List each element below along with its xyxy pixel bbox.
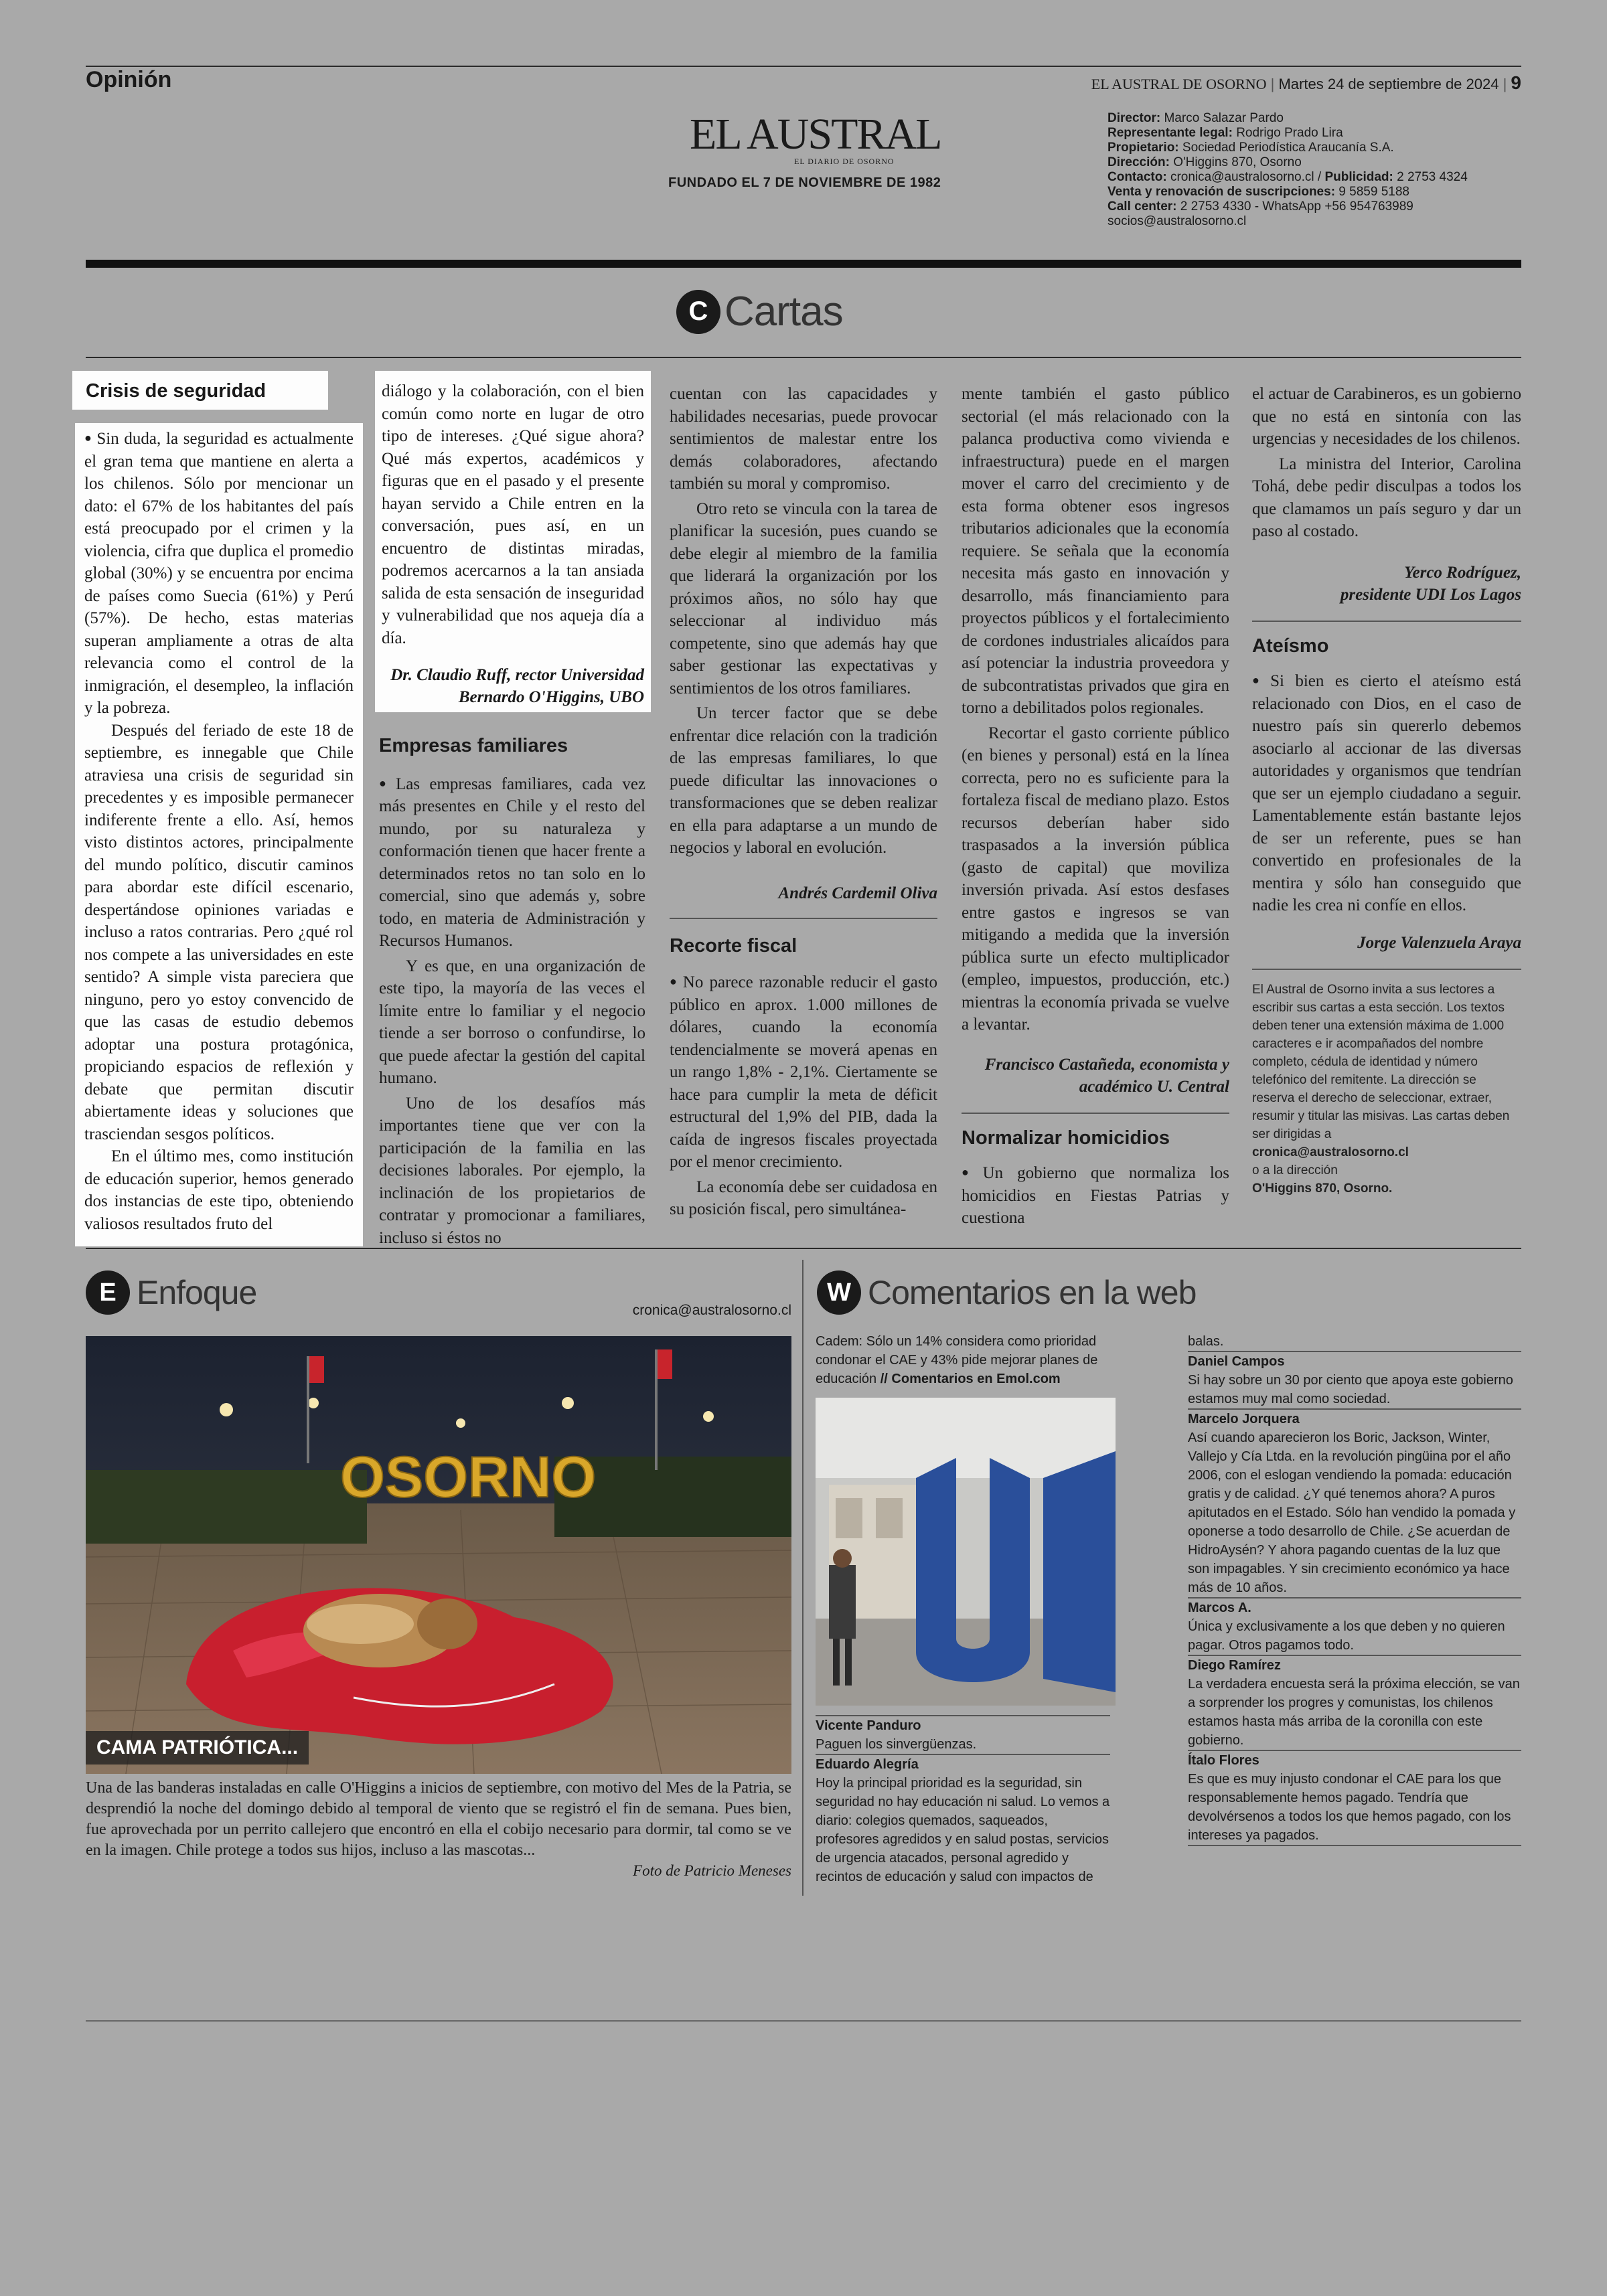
staff-director: Director: Marco Salazar Pardo <box>1107 111 1284 125</box>
recorte-signature-line2: académico U. Central <box>1079 1077 1229 1096</box>
recorte-p3: mente también el gasto público sectorial (el más relacionado con la palanca productiva como vivienda e infraestructura) puede en el margen mover el carro del crecimiento y de esta forma obtener esos ingresos tributarios adicionales que la economía requiere. Se señala que la economía necesita más gasto en innovación y desarrollo, más financiamiento para proyectos públicos y el fortalecimiento de cordones industriales alicaídos para así potenciar la industria proveedora y de subcontratistas privados que gira en torno a debilitados polos regionales. <box>962 385 1229 717</box>
cartas-rule <box>86 357 1521 358</box>
recorte-p4: Recortar el gasto corriente público (en bienes y personal) está en la línea correcta, pero no es suficiente para la fortaleza fiscal de mediano plazo. Estos recursos deberían haber sido traspasados a la inversión pública (gasto de capital) que moviliza inversión privada. Así estos desfases entre gastos e ingresos se van mitigando a medida que la inversión pública surte un efecto multiplicador (empleo, impuestos, producción, etc.) mientras la economía privada se vuelve a levantar. <box>962 724 1229 1034</box>
notice-email-link[interactable]: cronica@australosorno.cl <box>1252 1145 1409 1159</box>
cartas-bottom-rule <box>86 1248 1521 1249</box>
crisis-p4: diálogo y la colaboración, con el bien común como norte en lugar de otro tipo de intereses. ¿Qué sigue ahora? Qué más expertos, académicos y figuras que en el pasado y el presente hayan servido a Chile entren en la conversación, pues así, en un encuentro de distintas miradas, podremos acercarnos a la tan ansiada salida de esta sensación de inseguridad y vulnerabilidad que nos aqueja día a día. <box>382 382 644 647</box>
recorte-p1: ● No parece razonable reducir el gasto público en aprox. 1.000 millones de dólares, cuando la economía tendencialmente se moverá apenas en un rango 1,8% - 2,1%. Ciertamente se hace para cumplir la meta de déficit estructural del 1,9% del PIB, dada la caída de ingresos fiscales proyectada por el menor crecimiento. <box>670 971 937 1173</box>
uc-sign-photo <box>816 1398 1116 1706</box>
comentarios-col-right <box>1188 1332 1521 1846</box>
comment-divider <box>1188 1845 1521 1846</box>
comment-item <box>1188 1656 1521 1750</box>
staff-legal: Representante legal: Rodrigo Prado Lira <box>1107 126 1343 140</box>
notice-or: o a la dirección <box>1252 1163 1338 1177</box>
crisis-p1: ● Sin duda, la seguridad es actualmente el gran tema que mantiene en alerta a los chilenos. Sólo por mencionar un dato: el 67% de los habitantes del país está preocupado por el crimen y la violencia, cifra que duplica el promedio global (30%) y se encuentra por encima de países como Suecia (61%) y Perú (57%). De hecho, estas materias superan ampliamente a otras de alta relevancia como el control de la inmigración, el desempleo, la inflación y la pobreza. <box>84 427 354 720</box>
comentarios-photo <box>816 1398 1116 1706</box>
empresas-p6: Un tercer factor que se debe enfrentar dice relación con la tradición de las empresas familiares, lo que puede dificultar las innovaciones o transformaciones que se deben realizar en ella para adaptarse a un mundo de negocios y laboral en evolución. <box>670 704 937 857</box>
comment-text: Paguen los sinvergüenzas. <box>816 1737 977 1752</box>
empresas-letter-col2 <box>379 735 645 1249</box>
ateismo-signature: Jorge Valenzuela Araya <box>1357 933 1521 952</box>
empresas-title: Empresas familiares <box>379 735 568 756</box>
comment-continuation: balas. <box>1188 1334 1224 1349</box>
homicidios-letter-col5 <box>1252 383 1521 1198</box>
page-bottom-rule <box>86 2020 1521 2022</box>
cartas-header <box>676 288 843 335</box>
empresas-letter-col3 <box>670 383 937 1221</box>
homicidios-title: Normalizar homicidios <box>962 1127 1170 1149</box>
empresas-p5: Otro reto se vincula con la tarea de planificar la sucesión, pues cuando se debe elegir al miembro de la familia que liderará la organización por los próximos años, no sólo hay que seleccionar al individuo más competente, sino que además hay que saber gestionar las expectativas y sentimientos de los otros familiares. <box>670 499 937 698</box>
homicidios-p2: el actuar de Carabineros, es un gobierno que no está en sintonía con las urgencias y necesidades de los chilenos. <box>1252 385 1521 448</box>
osorno-sign: OSORNO <box>340 1445 597 1509</box>
enfoque-title: Enfoque <box>137 1274 257 1311</box>
enfoque-header <box>86 1270 256 1315</box>
comment-text: Es que es muy injusto condonar el CAE para los que responsablemente hemos pagado. Tendría que devolvérsenos a todos los que hemos pagado, con los intereses ya pagados. <box>1188 1772 1511 1843</box>
empresas-p2: Y es que, en una organización de este tipo, la mayoría de las veces el límite entre lo familiar y el negocio tiende a ser borroso o confundirse, lo que puede afectar la gestión del capital humano. <box>379 957 645 1087</box>
letters-notice <box>1252 981 1521 1198</box>
intro-text: Cadem: Sólo un 14% considera como prioridad condonar el CAE y 43% pide mejorar planes de educación <box>816 1334 1098 1386</box>
notice-divider <box>1252 969 1521 970</box>
masthead-logo: EL AUSTRAL <box>690 110 941 159</box>
intro-source-link[interactable]: // Comentarios en Emol.com <box>880 1372 1061 1386</box>
web-badge-icon: W <box>817 1270 861 1315</box>
publication-name: EL AUSTRAL DE OSORNO <box>1091 76 1267 92</box>
enfoque-photo-illustration <box>86 1336 791 1774</box>
col5-divider <box>1252 621 1521 622</box>
comment-item <box>1188 1352 1521 1408</box>
enfoque-badge-icon: E <box>86 1270 130 1315</box>
ateismo-title: Ateísmo <box>1252 635 1329 657</box>
comment-item <box>1188 1751 1521 1845</box>
staff-owner: Propietario: Sociedad Periodística Araucanía S.A. <box>1107 141 1394 155</box>
recorte-p2: La economía debe ser cuidadosa en su posición fiscal, pero simultánea- <box>670 1177 937 1218</box>
empresas-p1: ● Las empresas familiares, cada vez más presentes en Chile y el resto del mundo, por su naturaleza y conformación tienen que hacer frente a determinados retos no tan solo en lo comercial, sino que además y, sobre todo, en materia de Administración y Recursos Humanos. <box>379 772 645 953</box>
staff-box <box>1107 111 1468 229</box>
staff-subscriptions: Venta y renovación de suscripciones: 9 5859 5188 <box>1107 185 1409 199</box>
page-number: 9 <box>1511 72 1521 93</box>
photo-label: CAMA PATRIÓTICA... <box>86 1731 309 1765</box>
staff-socios[interactable]: socios@australosorno.cl <box>1107 214 1247 228</box>
notice-text: El Austral de Osorno invita a sus lectores a escribir sus cartas a esta sección. Los textos deben tener una extensión máxima de 1.000 caracteres e ir acompañados del nombre completo, cédula de identidad y número telefónico del remitente. La dirección se reserva el derecho de seleccionar, extraer, resumir y titular las misivas. Las cartas deben ser dirigidas a <box>1252 982 1510 1141</box>
bottom-column-divider <box>802 1260 804 1896</box>
masthead-subtitle: EL DIARIO DE OSORNO <box>794 157 895 166</box>
empresas-p4: cuentan con las capacidades y habilidades necesarias, puede provocar sentimientos de malestar entre los demás colaboradores, afectando también su moral y compromiso. <box>670 385 937 493</box>
header-thick-rule <box>86 260 1521 268</box>
enfoque-caption: Una de las banderas instaladas en calle O'Higgins a inicios de septiembre, con motivo del Mes de la Patria, se desprendió la noche del domingo debido al temporal de viento que se registró el fin de semana. Pues bien, fue aprovechada por un perrito callejero que encontró en ella el cobijo necesario para dormir, tal como se ve en la imagen. Chile protege a todos sus hijos, incluso a las mascotas... <box>86 1779 791 1859</box>
recorte-signature-line1: Francisco Castañeda, economista y <box>984 1055 1229 1074</box>
notice-address: O'Higgins 870, Osorno. <box>1252 1181 1393 1196</box>
comment-item <box>816 1716 1110 1754</box>
cartas-title: Cartas <box>724 289 843 335</box>
comment-item <box>1188 1598 1521 1655</box>
crisis-signature-line1: Dr. Claudio Ruff, rector Universidad <box>390 666 644 684</box>
crisis-title: Crisis de seguridad <box>86 380 266 402</box>
comment-author: Marcos A. <box>1188 1601 1251 1615</box>
comment-item <box>1188 1410 1521 1597</box>
ateismo-p1: ● Si bien es cierto el ateísmo está relacionado con Dios, en el caso de nuestro país sin quererlo debemos asociarlo al accionar de las diversas autoridades y organismos que tendrían que ser un ejemplo ciudadano a seguir. Lamentablemente están bastante lejos de ser un referente, pues se han convertido en profesionales de la mentira y sólo han conseguido que nadie les crea ni confíe en ellos. <box>1252 669 1521 917</box>
crisis-p3: En el último mes, como institución de educación superior, hemos generado dos instancias de este tipo, obteniendo valiosos resultados fruto del <box>84 1147 354 1233</box>
crisis-signature-line2: Bernardo O'Higgins, UBO <box>458 688 644 706</box>
comment-text: La verdadera encuesta será la próxima elección, se van a sorprender los progres y comunistas, los chilenos estamos hasta más arriba de la coronilla con este gobierno. <box>1188 1677 1520 1748</box>
empresas-signature: Andrés Cardemil Oliva <box>778 884 937 902</box>
recorte-letter-col4 <box>962 383 1229 1230</box>
top-rule <box>86 66 1521 67</box>
comentarios-intro <box>816 1332 1110 1388</box>
comment-author: Eduardo Alegría <box>816 1757 919 1772</box>
comment-author: Ítalo Flores <box>1188 1753 1259 1768</box>
crisis-letter-col1 <box>75 423 363 1246</box>
comment-text: Hoy la principal prioridad es la seguridad, sin seguridad no hay educación ni salud. Lo vemos a diario: colegios quemados, saqueados, profesores agredidos y en salud postas, servicios de urgencia atacados, personal agredido y recintos de educación y salud con impactos de <box>816 1776 1110 1884</box>
comment-text: Si hay sobre un 30 por ciento que apoya este gobierno estamos muy mal como sociedad. <box>1188 1373 1513 1406</box>
staff-address: Dirección: O'Higgins 870, Osorno <box>1107 155 1302 169</box>
comment-item <box>816 1755 1110 1886</box>
homicidios-p1: ● Un gobierno que normaliza los homicidios en Fiestas Patrias y cuestiona <box>962 1161 1229 1230</box>
founded-line: FUNDADO EL 7 DE NOVIEMBRE DE 1982 <box>668 175 941 190</box>
recorte-title: Recorte fiscal <box>670 934 797 957</box>
homicidios-signature-line1: Yerco Rodríguez, <box>1404 563 1521 582</box>
crisis-letter-col2 <box>375 371 651 712</box>
comentarios-header <box>817 1270 1196 1315</box>
enfoque-email[interactable]: cronica@australosorno.cl <box>632 1303 791 1318</box>
crisis-title-box <box>72 371 328 410</box>
enfoque-caption-block <box>86 1778 791 1881</box>
col3-divider <box>670 918 937 919</box>
comment-text: Así cuando aparecieron los Boric, Jackson, Winter, Vallejo y Cía Ltda. en la revolución pingüina por el año 2006, con el eslogan vendiendo la pomada: educación gratis y de calidad. ¿Y qué tenemos ahora? A puros apitutados en el Estado. Sólo han vendido la pomada y oponerse a todo desarrollo de Chile. ¿Se acuerdan de HidroAysén? Y ahora pagando cuentas de la luz que son impagables. Y sin crecimiento económico ya hace más de 10 años. <box>1188 1430 1516 1595</box>
section-label: Opinión <box>86 67 172 92</box>
homicidios-signature-line2: presidente UDI Los Lagos <box>1340 585 1521 604</box>
date-line: EL AUSTRAL DE OSORNO | Martes 24 de septiembre de 2024 | 9 <box>1091 72 1521 93</box>
col4-divider <box>962 1113 1229 1114</box>
empresas-p3: Uno de los desafíos más importantes tiene que ver con la participación de la familia en las decisiones laborales. Por ejemplo, la inclinación de los propietarios de contratar y promocionar a familiares, incluso si éstos no <box>379 1094 645 1247</box>
staff-callcenter: Call center: 2 2753 4330 - WhatsApp +56 954763989 <box>1107 199 1413 214</box>
comment-author: Marcelo Jorquera <box>1188 1412 1300 1426</box>
photo-credit: Foto de Patricio Meneses <box>633 1862 791 1879</box>
comment-author: Daniel Campos <box>1188 1354 1285 1369</box>
comment-text: Única y exclusivamente a los que deben y no quieren pagar. Otros pagamos todo. <box>1188 1619 1505 1653</box>
issue-date: Martes 24 de septiembre de 2024 <box>1278 76 1499 92</box>
enfoque-photo <box>86 1336 791 1774</box>
comentarios-title: Comentarios en la web <box>868 1274 1197 1311</box>
cartas-badge-icon: C <box>676 290 720 334</box>
comentarios-col-left <box>816 1332 1110 1886</box>
homicidios-p3: La ministra del Interior, Carolina Tohá, debe pedir disculpas a todos los que clamamos un país seguro y dar un paso al costado. <box>1252 455 1521 540</box>
contact-email[interactable]: cronica@australosorno.cl / <box>1170 170 1325 184</box>
comment-author: Vicente Panduro <box>816 1718 921 1733</box>
comment-author: Diego Ramírez <box>1188 1658 1281 1673</box>
staff-contact: Contacto: cronica@australosorno.cl / Publicidad: 2 2753 4324 <box>1107 170 1468 184</box>
crisis-p2: Después del feriado de este 18 de septiembre, es innegable que Chile atraviesa una crisis de seguridad sin precedentes y es imposible permanecer indiferente frente a ello. Así, hemos visto distintos actores, principalmente del mundo político, discutir caminos para abordar este difícil escenario, despertándose opiniones variadas e incluso a ratos contrarias. Pero ¿qué rol nos compete a las universidades en este sentido? A simple vista pareciera que ninguno, pero yo estoy convencido de que las casas de estudio debemos adoptar una postura protagónica, propiciando espacios de reflexión y debate que permitan discutir abiertamente ideas y soluciones que trasciendan sesgos políticos. <box>84 721 354 1143</box>
